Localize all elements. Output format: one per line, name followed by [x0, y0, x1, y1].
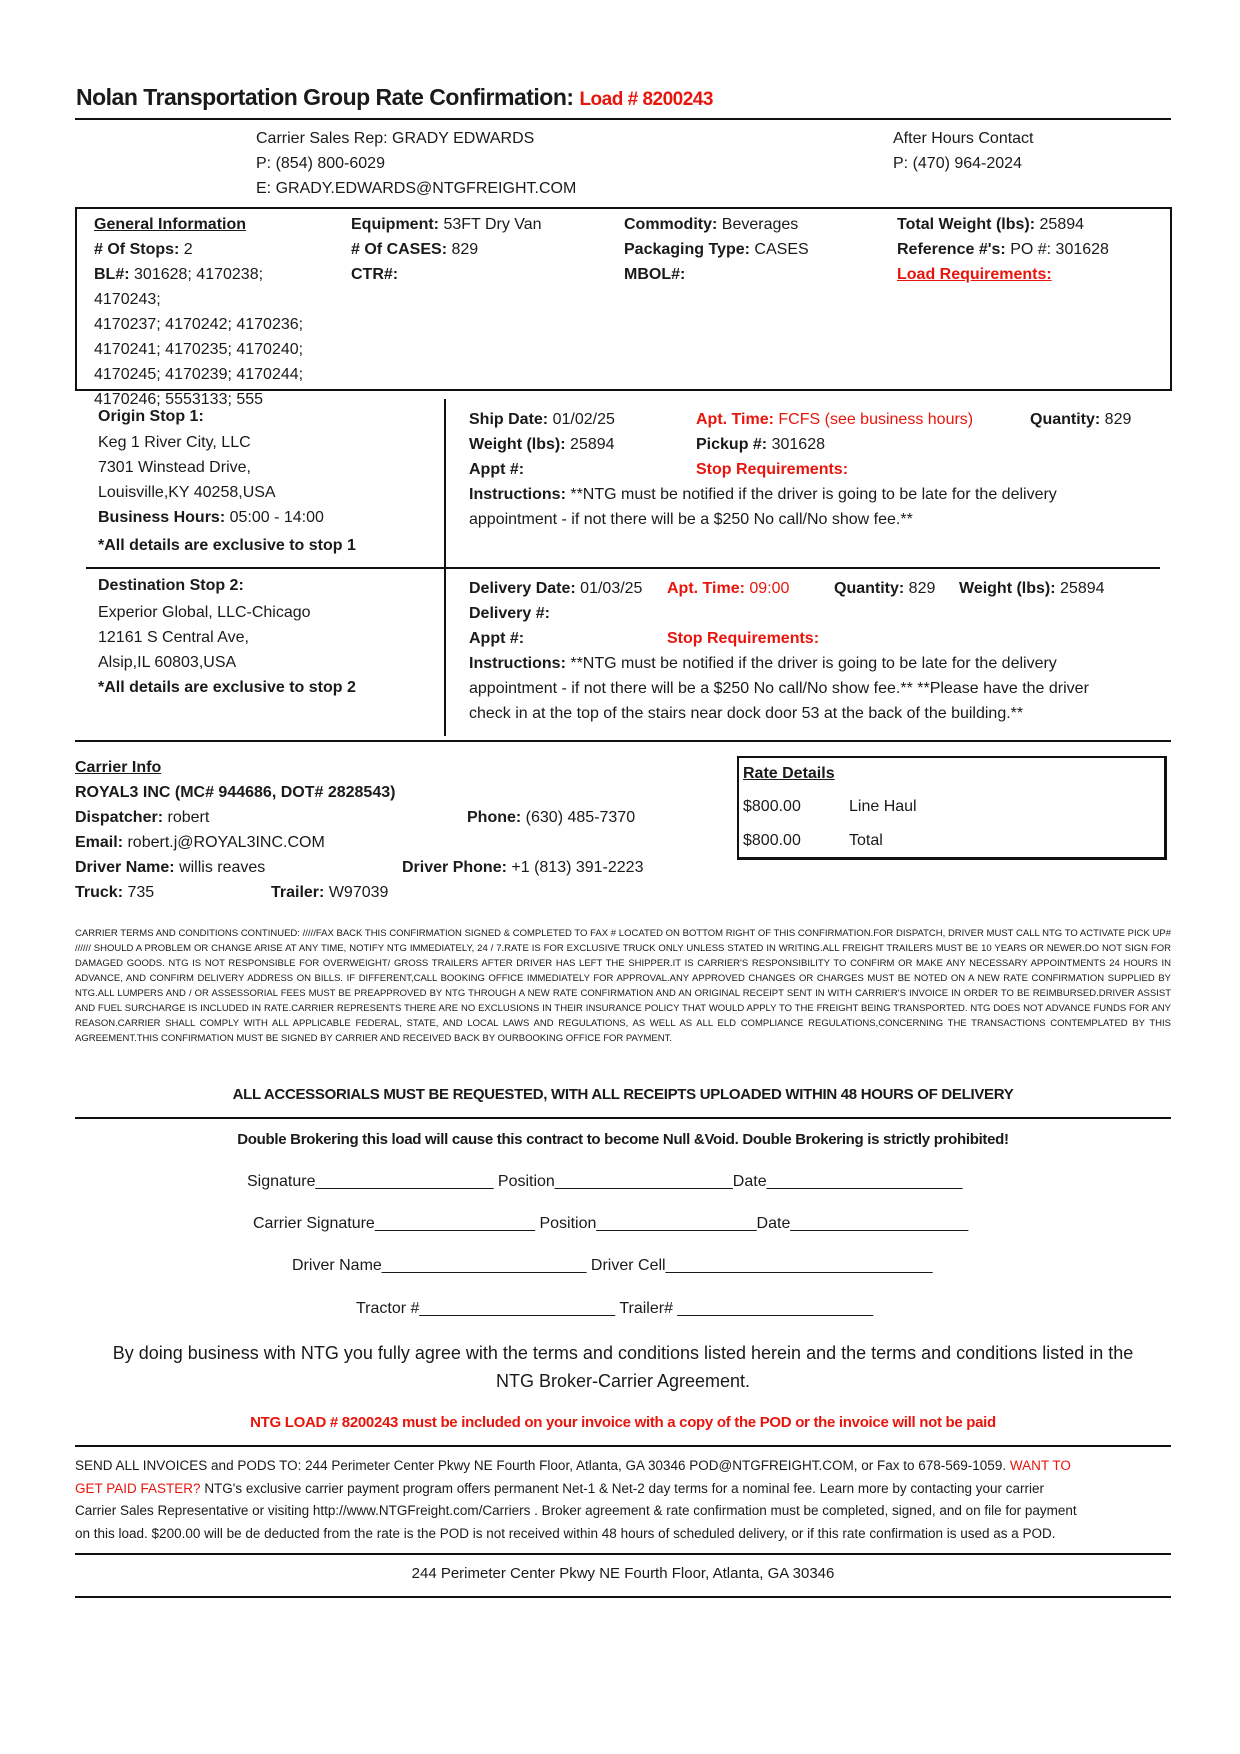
- general-col-3: [624, 212, 809, 287]
- origin-heading: Origin Stop 1:: [98, 408, 204, 425]
- general-col-4: [897, 212, 1109, 287]
- carrier-name: ROYAL3 INC (MC# 944686, DOT# 2828543): [75, 784, 396, 801]
- rate-description: Line Haul: [849, 798, 917, 815]
- divider: [75, 1445, 1171, 1447]
- delivery-number-label: Delivery #:: [469, 605, 550, 622]
- instructions-label: Instructions:: [469, 486, 566, 503]
- origin-exclusive-note: *All details are exclusive to stop 1: [98, 537, 356, 554]
- ctr-label: CTR#:: [351, 266, 399, 283]
- after-hours-label: After Hours Contact: [893, 130, 1034, 147]
- sales-rep-phone: P: (854) 800-6029: [256, 155, 385, 172]
- divider: [75, 1553, 1171, 1555]
- appt-label: Appt #:: [469, 630, 525, 647]
- email-label: Email:: [75, 834, 124, 851]
- after-hours-phone: P: (470) 964-2024: [893, 155, 1022, 172]
- stop-separator: [86, 567, 1160, 569]
- sales-rep-name: Carrier Sales Rep: GRADY EDWARDS: [256, 130, 535, 147]
- reference-label: Reference #'s:: [897, 241, 1006, 258]
- invoice-notice: NTG LOAD # 8200243 must be included on your invoice with a copy of the POD or the invoice will not be paid: [250, 1414, 996, 1431]
- apt-time-value: FCFS (see business hours): [778, 411, 974, 428]
- paid-faster-link[interactable]: WANT TO: [1009, 1458, 1071, 1473]
- trailer-value: W97039: [328, 884, 389, 901]
- quantity-label: Quantity:: [1030, 411, 1101, 428]
- origin-name: Keg 1 River City, LLC: [98, 434, 251, 451]
- agreement-text: [75, 1339, 1171, 1395]
- cases-value: 829: [451, 241, 479, 258]
- sales-rep-contact: [256, 126, 576, 201]
- total-weight-value: 25894: [1039, 216, 1085, 233]
- destination-address-line: 12161 S Central Ave,: [98, 629, 249, 646]
- origin-address-line: 7301 Winstead Drive,: [98, 459, 251, 476]
- destination-details: [469, 576, 1159, 726]
- equipment-label: Equipment:: [351, 216, 439, 233]
- apt-time-label: Apt. Time:: [667, 580, 745, 597]
- carrier-signature-line[interactable]: Carrier Signature__________________ Position__________________Date____________________: [253, 1215, 969, 1232]
- terms-and-conditions: CARRIER TERMS AND CONDITIONS CONTINUED: /////FAX BACK THIS CONFIRMATION SIGNED & COMPLETED TO FAX # LOCATED ON BOTTOM RIGHT OF THIS CONFIRMATION.FOR DISPATCH, DRIVER MUST CALL NTG TO ACTIVATE PICK UP# ////// SHOULD A PROBLEM OR CHANGE ARISE AT ANY TIME, NOTIFY NTG IMMEDIATELY, 24 / 7.RATE IS FOR EXCLUSIVE TRUCK ONLY UNLESS STATED IN WRITING.ALL FREIGHT TRAILERS MUST BE 10 YEARS OR NEWER.DO NOT SIGN FOR DAMAGED GOODS. NTG IS NOT RESPONSIBLE FOR OVERWEIGHT/ GROSS TRAILERS AFTER DRIVER HAS LEFT THE SHIPPER.IT IS CARRIER'S RESPONSIBILITY TO CONFIRM OR MAKE ANY NECESSARY APPOINTMENTS 24 HOURS IN ADVANCE, AND CONFIRM DELIVERY ADDRESS ON BILLS. IF DIFFERENT,CALL BOOKING OFFICE IMMEDIATELY FOR APPROVAL.ANY APPROVED CHANGES OR CHARGES MUST BE NOTED ON A NEW RATE CONFIRMATION SUPPLIED BY NTG.ALL LUMPERS AND / OR ASSESSORIAL FEES MUST BE PREAPPROVED BY NTG THROUGH A NEW RATE CONFIRMATION AND AN ORIGINAL RECEIPT SENT IN WITH CARRIER'S INVOICE IN ORDER TO BE REIMBURSED.DRIVER ASSIST AND FUEL SURCHARGE IS INCLUDED IN RATE.CARRIER REPRESENTS THERE ARE NO EXCLUSIONS IN THEIR INSURANCE POLICY THAT WOULD APPLY TO THE FREIGHT BEING TRANSPORTED. NTG DOES NOT ADVANCE FUNDS FOR ANY REASON.CARRIER SHALL COMPLY WITH ALL APPLICABLE FEDERAL, STATE, AND LOCAL LAWS AND REGULATIONS, AS WELL AS ALL ELD COMPLIANCE REGULATIONS,CONCERNING THE TRANSACTIONS CONTEMPLATED BY THIS AGREEMENT.THIS CONFIRMATION MUST BE SIGNED BY CARRIER AND RECEIVED BACK BY OURBOOKING OFFICE FOR PAYMENT.: [75, 928, 1171, 1044]
- equipment-value: 53FT Dry Van: [443, 216, 542, 233]
- business-hours-value: 05:00 - 14:00: [229, 509, 324, 526]
- signature-line[interactable]: Signature____________________ Position____________________Date______________________: [247, 1173, 963, 1190]
- invoice-text: Carrier Sales Representative or visiting http://www.NTGFreight.com/Carriers . Broker agreement & rate confirmation must be completed, signed, and on file for payment: [75, 1503, 1077, 1518]
- bl-line: 4170241; 4170235; 4170240;: [94, 341, 304, 358]
- bl-line: 301628; 4170238; 4170243;: [94, 266, 264, 308]
- driver-name-value: willis reaves: [179, 859, 266, 876]
- load-requirements-link[interactable]: Load Requirements:: [897, 266, 1052, 283]
- divider: [75, 740, 1171, 742]
- commodity-value: Beverages: [721, 216, 799, 233]
- delivery-date-value: 01/03/25: [580, 580, 643, 597]
- bl-label: BL#:: [94, 266, 130, 283]
- rate-description: Total: [849, 832, 883, 849]
- bl-line: 4170246; 5553133; 555: [94, 391, 264, 408]
- delivery-date-label: Delivery Date:: [469, 580, 576, 597]
- accessorials-notice: ALL ACCESSORIALS MUST BE REQUESTED, WITH ALL RECEIPTS UPLOADED WITHIN 48 HOURS OF DELIVERY: [232, 1086, 1014, 1103]
- appt-label: Appt #:: [469, 461, 525, 478]
- driver-phone-value: +1 (813) 391-2223: [511, 859, 644, 876]
- cases-label: # Of CASES:: [351, 241, 448, 258]
- general-info-heading: General Information: [94, 216, 247, 233]
- truck-label: Truck:: [75, 884, 124, 901]
- weight-label: Weight (lbs):: [469, 436, 566, 453]
- email-value: robert.j@ROYAL3INC.COM: [127, 834, 325, 851]
- dispatcher-value: robert: [167, 809, 210, 826]
- driver-info-line[interactable]: Driver Name_______________________ Driver Cell______________________________: [292, 1257, 933, 1274]
- weight-value: 25894: [570, 436, 615, 453]
- origin-details: [469, 407, 1149, 532]
- driver-phone-label: Driver Phone:: [402, 859, 507, 876]
- total-weight-label: Total Weight (lbs):: [897, 216, 1036, 233]
- instructions-text: check in at the top of the stairs near dock door 53 at the back of the building.**: [469, 705, 1024, 722]
- commodity-label: Commodity:: [624, 216, 718, 233]
- quantity-label: Quantity:: [834, 580, 905, 597]
- destination-exclusive-note: *All details are exclusive to stop 2: [98, 679, 356, 696]
- packaging-value: CASES: [754, 241, 809, 258]
- invoice-instructions: [75, 1455, 1175, 1545]
- phone-label: Phone:: [467, 809, 522, 826]
- instructions-text: appointment - if not there will be a $250 No call/No show fee.**: [469, 511, 913, 528]
- rate-amount: $800.00: [743, 798, 801, 815]
- stops-label: # Of Stops:: [94, 241, 180, 258]
- dispatcher-label: Dispatcher:: [75, 809, 164, 826]
- footer-address: 244 Perimeter Center Pkwy NE Fourth Floor, Atlanta, GA 30346: [411, 1565, 835, 1582]
- general-col-1: [94, 212, 319, 412]
- weight-value: 25894: [1060, 580, 1105, 597]
- truck-value: 735: [127, 884, 155, 901]
- destination-name: Experior Global, LLC-Chicago: [98, 604, 311, 621]
- document-title: Nolan Transportation Group Rate Confirmation:: [76, 84, 574, 110]
- destination-address-line: Alsip,IL 60803,USA: [98, 654, 237, 671]
- quantity-value: 829: [1104, 411, 1132, 428]
- packaging-label: Packaging Type:: [624, 241, 750, 258]
- stop-requirements-label: Stop Requirements:: [696, 461, 849, 478]
- phone-value: (630) 485-7370: [525, 809, 636, 826]
- instructions-text: appointment - if not there will be a $250 No call/No show fee.** **Please have the driver: [469, 680, 1089, 697]
- rate-details: [743, 761, 917, 853]
- ship-date-label: Ship Date:: [469, 411, 549, 428]
- invoice-text: NTG's exclusive carrier payment program offers permanent Net-1 & Net-2 day terms for a nominal fee. Learn more by contacting your carrier: [204, 1480, 1044, 1496]
- quantity-value: 829: [908, 580, 936, 597]
- apt-time-value: 09:00: [749, 580, 790, 597]
- divider: [75, 1596, 1171, 1598]
- destination-stop: [98, 573, 356, 700]
- mbol-label: MBOL#:: [624, 266, 686, 283]
- pickup-label: Pickup #:: [696, 436, 768, 453]
- bl-line: 4170245; 4170239; 4170244;: [94, 366, 304, 383]
- agreement-line: NTG Broker-Carrier Agreement.: [495, 1371, 751, 1391]
- general-col-2: [351, 212, 542, 287]
- business-hours-label: Business Hours:: [98, 509, 226, 526]
- bl-line: 4170237; 4170242; 4170236;: [94, 316, 304, 333]
- ship-date-value: 01/02/25: [552, 411, 615, 428]
- rate-details-heading: Rate Details: [743, 765, 835, 782]
- destination-heading: Destination Stop 2:: [98, 577, 244, 594]
- carrier-info: [75, 755, 675, 905]
- driver-name-label: Driver Name:: [75, 859, 175, 876]
- divider: [75, 1117, 1171, 1119]
- instructions-text: **NTG must be notified if the driver is going to be late for the delivery: [570, 486, 1057, 503]
- invoice-text: SEND ALL INVOICES and PODS TO: 244 Perimeter Center Pkwy NE Fourth Floor, Atlanta, GA 30346 POD@NTGFREIGHT.COM, or Fax to 678-569-1059.: [75, 1458, 1007, 1473]
- pickup-value: 301628: [771, 436, 825, 453]
- sales-rep-email: E: GRADY.EDWARDS@NTGFREIGHT.COM: [256, 180, 577, 197]
- origin-stop: [98, 404, 356, 558]
- carrier-info-heading: Carrier Info: [75, 759, 162, 776]
- apt-time-label: Apt. Time:: [696, 411, 774, 428]
- double-brokering-notice: Double Brokering this load will cause this contract to become Null &Void. Double Brokering is strictly prohibited!: [237, 1131, 1009, 1148]
- instructions-label: Instructions:: [469, 655, 566, 672]
- reference-value: PO #: 301628: [1010, 241, 1109, 258]
- stop-requirements-label: Stop Requirements:: [667, 630, 820, 647]
- load-number: Load # 8200243: [579, 89, 713, 110]
- equipment-info-line[interactable]: Tractor #______________________ Trailer# ______________________: [356, 1300, 874, 1317]
- agreement-line: By doing business with NTG you fully agree with the terms and conditions listed herein and the terms and conditions listed in the: [112, 1343, 1134, 1363]
- origin-address-line: Louisville,KY 40258,USA: [98, 484, 276, 501]
- weight-label: Weight (lbs):: [959, 580, 1056, 597]
- divider: [75, 118, 1171, 120]
- instructions-text: **NTG must be notified if the driver is going to be late for the delivery: [570, 655, 1057, 672]
- rate-amount: $800.00: [743, 832, 801, 849]
- stops-value: 2: [183, 241, 193, 258]
- trailer-label: Trailer:: [271, 884, 325, 901]
- after-hours-contact: [893, 126, 1034, 176]
- invoice-text: on this load. $200.00 will be de deducted from the rate is the POD is not received within 48 hours of scheduled delivery, or if this rate confirmation is used as a POD.: [75, 1525, 1056, 1541]
- paid-faster-link[interactable]: GET PAID FASTER?: [75, 1480, 201, 1496]
- page-title: [76, 84, 713, 111]
